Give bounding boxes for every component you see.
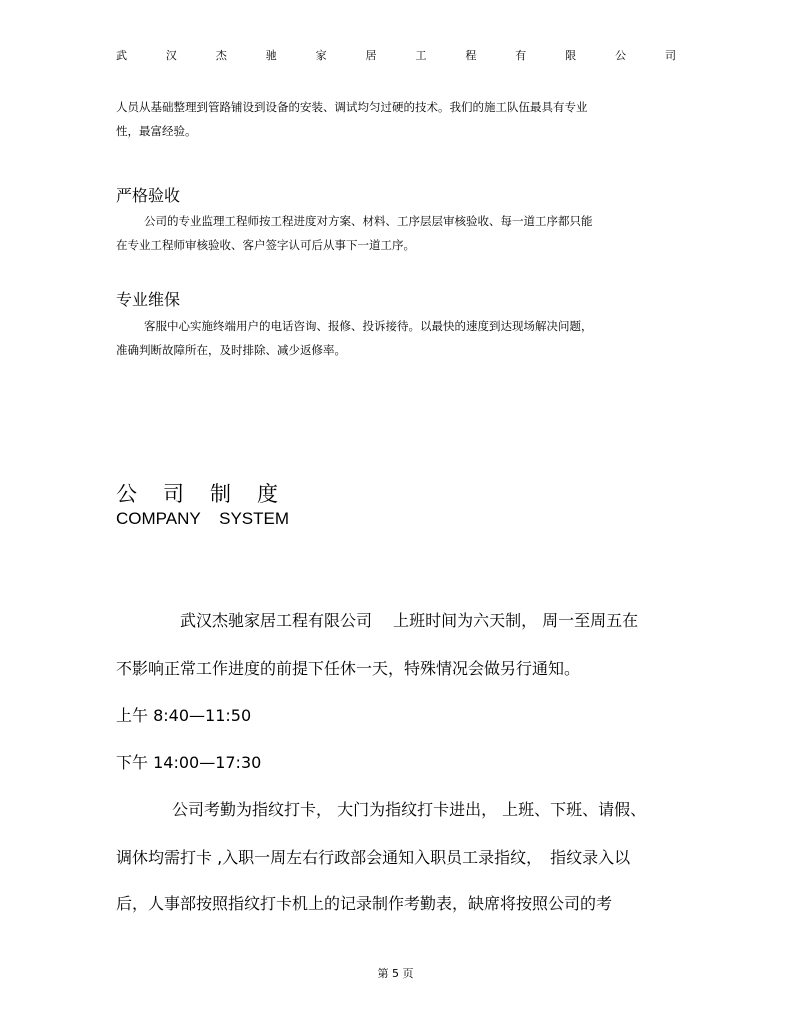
body-p1-line-1: 武汉杰驰家居工程有限公司 上班时间为六天制， 周一至周五在 <box>180 611 639 630</box>
body-p2-line-3: 后，人事部按照指纹打卡机上的记录制作考勤表，缺席将按照公司的考 <box>116 894 613 913</box>
body-p2-line-1: 公司考勤为指纹打卡， 大门为指纹打卡进出， 上班、下班、请假、 <box>172 800 647 819</box>
work-hours-am: 上午 8:40—11:50 <box>116 706 252 725</box>
acceptance-line-1: 公司的专业监理工程师按工程进度对方案、材料、工序层层审核验收、每一道工序都只能 <box>144 214 593 228</box>
body-p1-line-2: 不影响正常工作进度的前提下任休一天，特殊情况会做另行通知。 <box>116 659 581 678</box>
maintenance-line-2: 准确判断故障所在，及时排除、减少返修率。 <box>116 343 346 357</box>
header-char: 程 <box>465 49 477 62</box>
header-char: 武 <box>116 49 127 62</box>
header-char: 汉 <box>165 49 177 62</box>
acceptance-line-2: 在专业工程师审核验收、客户签字认可后从事下一道工序。 <box>116 238 415 252</box>
header-char: 驰 <box>265 49 277 62</box>
header-char: 限 <box>565 49 577 62</box>
header-char: 家 <box>315 49 327 62</box>
intro-line-1: 人员从基础整理到管路铺设到设备的安装、调试均匀过硬的技术。我们的施工队伍最具有专业 <box>116 100 588 114</box>
system-title-en: COMPANY SYSTEM <box>116 509 290 528</box>
title-char: 度 <box>257 482 278 506</box>
title-char: 司 <box>163 482 184 506</box>
header-char: 居 <box>365 49 377 62</box>
header-char: 工 <box>415 49 427 62</box>
intro-line-2: 性，最富经验。 <box>116 124 197 138</box>
maintenance-line-1: 客服中心实施终端用户的电话咨询、报修、投诉接待。以最快的速度到达现场解决问题， <box>144 319 593 333</box>
header-char: 公 <box>615 49 627 62</box>
section-heading-maintenance: 专业维保 <box>116 290 181 309</box>
page-number: 第 5 页 <box>377 967 414 980</box>
title-char: 公 <box>116 482 137 506</box>
work-hours-pm: 下午 14:00—17:30 <box>116 753 262 772</box>
page-header <box>116 47 676 63</box>
system-title-cn <box>116 478 304 508</box>
header-char: 有 <box>515 49 527 62</box>
header-char: 杰 <box>215 49 227 62</box>
section-heading-acceptance: 严格验收 <box>116 186 181 205</box>
body-p2-line-2: 调休均需打卡 ,入职一周左右行政部会通知入职员工录指纹， 指纹录入以 <box>116 848 631 867</box>
title-char: 制 <box>210 482 231 506</box>
header-char: 司 <box>664 49 676 62</box>
